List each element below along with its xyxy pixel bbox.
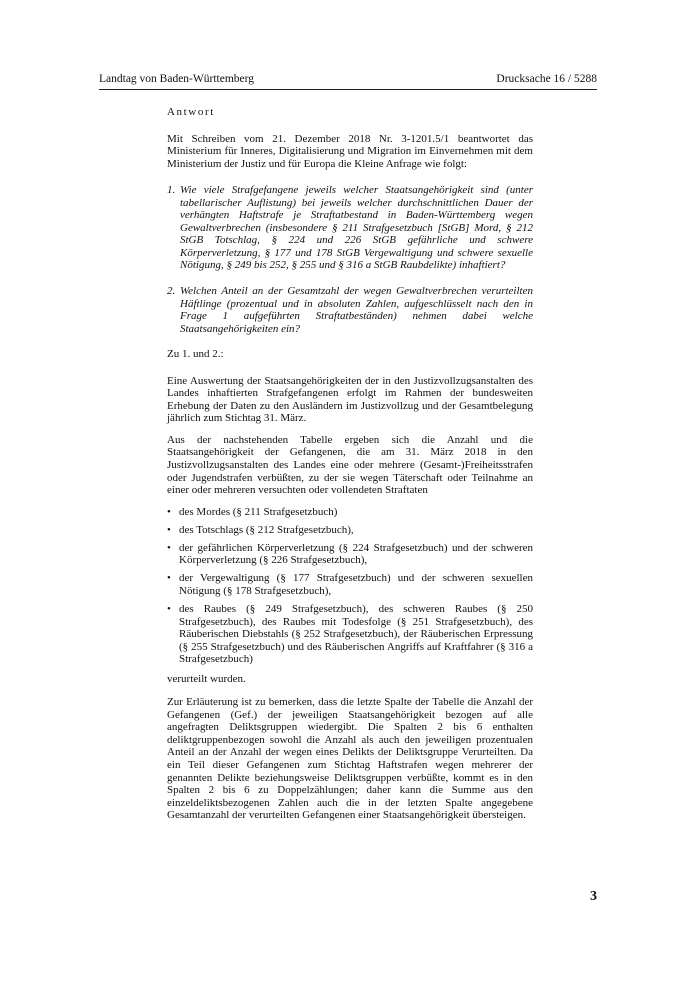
page-header xyxy=(99,72,597,86)
list-item: • der gefährlichen Körperverletzung (§ 224 Strafgesetzbuch) und der schweren Körperverletzung (§ 226 Strafgesetzbuch), xyxy=(167,541,533,567)
question-number: 1. xyxy=(167,184,176,197)
bullet-icon: • xyxy=(167,523,171,536)
question-text: Welchen Anteil an der Gesamtzahl der wegen Gewaltverbrechen verurteilten Häftlinge (prozentual und in absoluten Zahlen, aufgeschlüsselt nach den in Frage 1 aufgeführten Straftatbeständen) nehmen dabei welche Staatsangehörigkeiten ein? xyxy=(180,285,533,335)
header-rule xyxy=(99,89,597,90)
bullet-icon: • xyxy=(167,541,171,554)
list-item: • der Vergewaltigung (§ 177 Strafgesetzbuch) und der schweren sexuellen Nötigung (§ 178 Strafgesetzbuch), xyxy=(167,572,533,597)
question-text: Wie viele Strafgefangene jeweils welcher Staatsangehörigkeit sind (unter tabellarischer Auflistung) bei jeweils welcher durchschnittlichen Dauer der verhängten Haftstrafe je Straftatbestand in Baden-Württemberg wegen Gewaltverbrechen (insbesondere § 211 Strafgesetzbuch [StGB] Mord, § 212 StGB Totschlag, § 224 und 226 StGB gefährliche und schwere Körperverletzung, § 177 und 178 StGB Vergewaltigung und schwere sexuelle Nötigung, § 249 bis 252, § 255 und § 316 a StGB Raubdelikte) inhaftiert? xyxy=(180,184,533,272)
header-document-number: Drucksache 16 / 5288 xyxy=(496,73,597,85)
paragraph-survey: Eine Auswertung der Staatsangehörigkeiten der in den Justizvollzugsanstalten des Landes inhaftierten Strafgefangenen erfolgt im Rahmen der bundesweiten Erhebung der Daten zu den Ausländern im Justizvollzug und der Gesamtbelegung jährlich zum Stichtag 31. März. xyxy=(167,374,533,425)
list-item: • des Raubes (§ 249 Strafgesetzbuch), des schweren Raubes (§ 250 Strafgesetzbuch), des Raubes mit Todesfolge (§ 251 Strafgesetzbuch), des Räuberischen Diebstahls (§ 252 Strafgesetzbuch), der Räuberischen Erpressung (§ 255 Strafgesetzbuch) und des Räuberischen Angriffs auf Kraftfahrer (§ 316 a Strafgesetzbuch) xyxy=(167,602,533,666)
page-number: 3 xyxy=(590,889,597,904)
paragraph-table-intro: Aus der nachstehenden Tabelle ergeben sich die Anzahl und die Staatsangehörigkeit der Gefangenen, die am 31. März 2018 in den Justizvollzugsanstalten des Landes eine oder mehrere (Gesamt-)Freiheitsstrafen oder Jugendstrafen verbüßten, zu der sie wegen Täterschaft oder Teilnahme an einer oder mehreren versuchten oder vollendeten Straftaten xyxy=(167,433,533,497)
answer-subheading: Zu 1. und 2.: xyxy=(167,348,224,361)
question-number: 2. xyxy=(167,285,176,298)
document-body xyxy=(167,106,533,831)
question-2 xyxy=(167,285,533,335)
list-item: • des Totschlags (§ 212 Strafgesetzbuch), xyxy=(167,523,354,536)
offense-list xyxy=(167,506,533,666)
list-item: • des Mordes (§ 211 Strafgesetzbuch) xyxy=(167,505,338,518)
list-conclusion: verurteilt wurden. xyxy=(167,672,246,685)
intro-paragraph: Mit Schreiben vom 21. Dezember 2018 Nr. 3-1201.5/1 beantwortet das Ministerium für Inneres, Digitalisierung und Migration im Einvernehmen mit dem Ministerium der Justiz und für Europa die Kleine Anfrage wie folgt: xyxy=(167,132,533,170)
bullet-icon: • xyxy=(167,572,171,585)
bullet-icon: • xyxy=(167,505,171,518)
answer-heading: Antwort xyxy=(167,106,215,118)
paragraph-explanation: Zur Erläuterung ist zu bemerken, dass die letzte Spalte der Tabelle die Anzahl der Gefangenen (Gef.) der jeweiligen Staatsangehörigkeit bezogen auf alle angefragten Deliktsgruppen wiedergibt. Die Spalten 2 bis 6 enthalten deliktgruppenbezogen sowohl die Anzahl als auch den jeweiligen prozentualen Anteil an der Anzahl der wegen eines Delikts der Deliktsgruppe Verurteilten. Da ein Teil dieser Gefangenen zum Stichtag Haftstrafen wegen mehrerer der genannten Delikte beziehungsweise Deliktsgruppen verbüßte, kommt es in den Spalten 2 bis 6 zu Doppelzählungen; daher kann die Summe aus den einzeldeliktsbezogenen Zahlen auch die in der letzten Spalte angegebene Gesamtanzahl der verurteilten Gefangenen einer Staatsangehörigkeit übersteigen. xyxy=(167,696,533,822)
bullet-icon: • xyxy=(167,602,171,615)
header-parliament: Landtag von Baden-Württemberg xyxy=(99,73,254,85)
question-1 xyxy=(167,184,533,272)
